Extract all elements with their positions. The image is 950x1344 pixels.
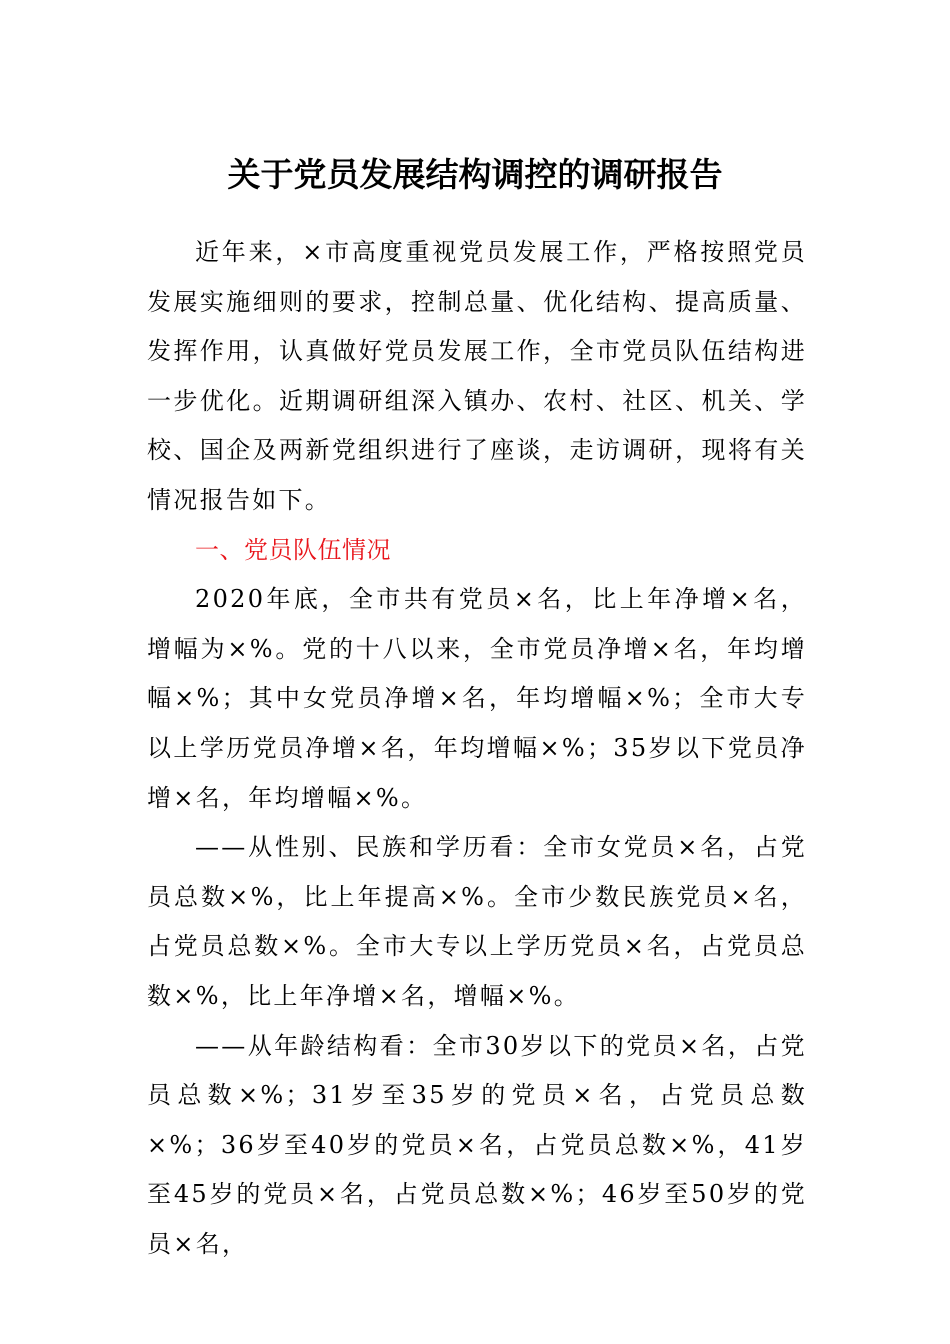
body-paragraph: ——从性别、民族和学历看：全市女党员×名，占党员总数×%，比上年提高×%。全市少数民族党员×名，占党员总数×%。全市大专以上学历党员×名，占党员总数×%，比上年净增×名，增幅×%。 <box>147 833 807 1010</box>
section-heading: 一、党员队伍情况 <box>195 535 391 564</box>
document-title: 关于党员发展结构调控的调研报告 <box>227 155 723 194</box>
document-body <box>147 228 807 1269</box>
body-paragraph: ——从年龄结构看：全市30岁以下的党员×名，占党员总数×%；31岁至35岁的党员×名，占党员总数×%；36岁至40岁的党员×名，占党员总数×%，41岁至45岁的党员×名，占党员总数×%；46岁至50岁的党员×名， <box>147 1031 807 1258</box>
body-paragraph: 2020年底，全市共有党员×名，比上年净增×名，增幅为×%。党的十八以来，全市党员净增×名，年均增幅×%；其中女党员净增×名，年均增幅×%；全市大专以上学历党员净增×名，年均增幅×%；35岁以下党员净增×名，年均增幅×%。 <box>147 585 807 812</box>
intro-paragraph: 近年来，×市高度重视党员发展工作，严格按照党员发展实施细则的要求，控制总量、优化结构、提高质量、发挥作用，认真做好党员发展工作，全市党员队伍结构进一步优化。近期调研组深入镇办、农村、社区、机关、学校、国企及两新党组织进行了座谈，走访调研，现将有关情况报告如下。 <box>147 238 807 514</box>
